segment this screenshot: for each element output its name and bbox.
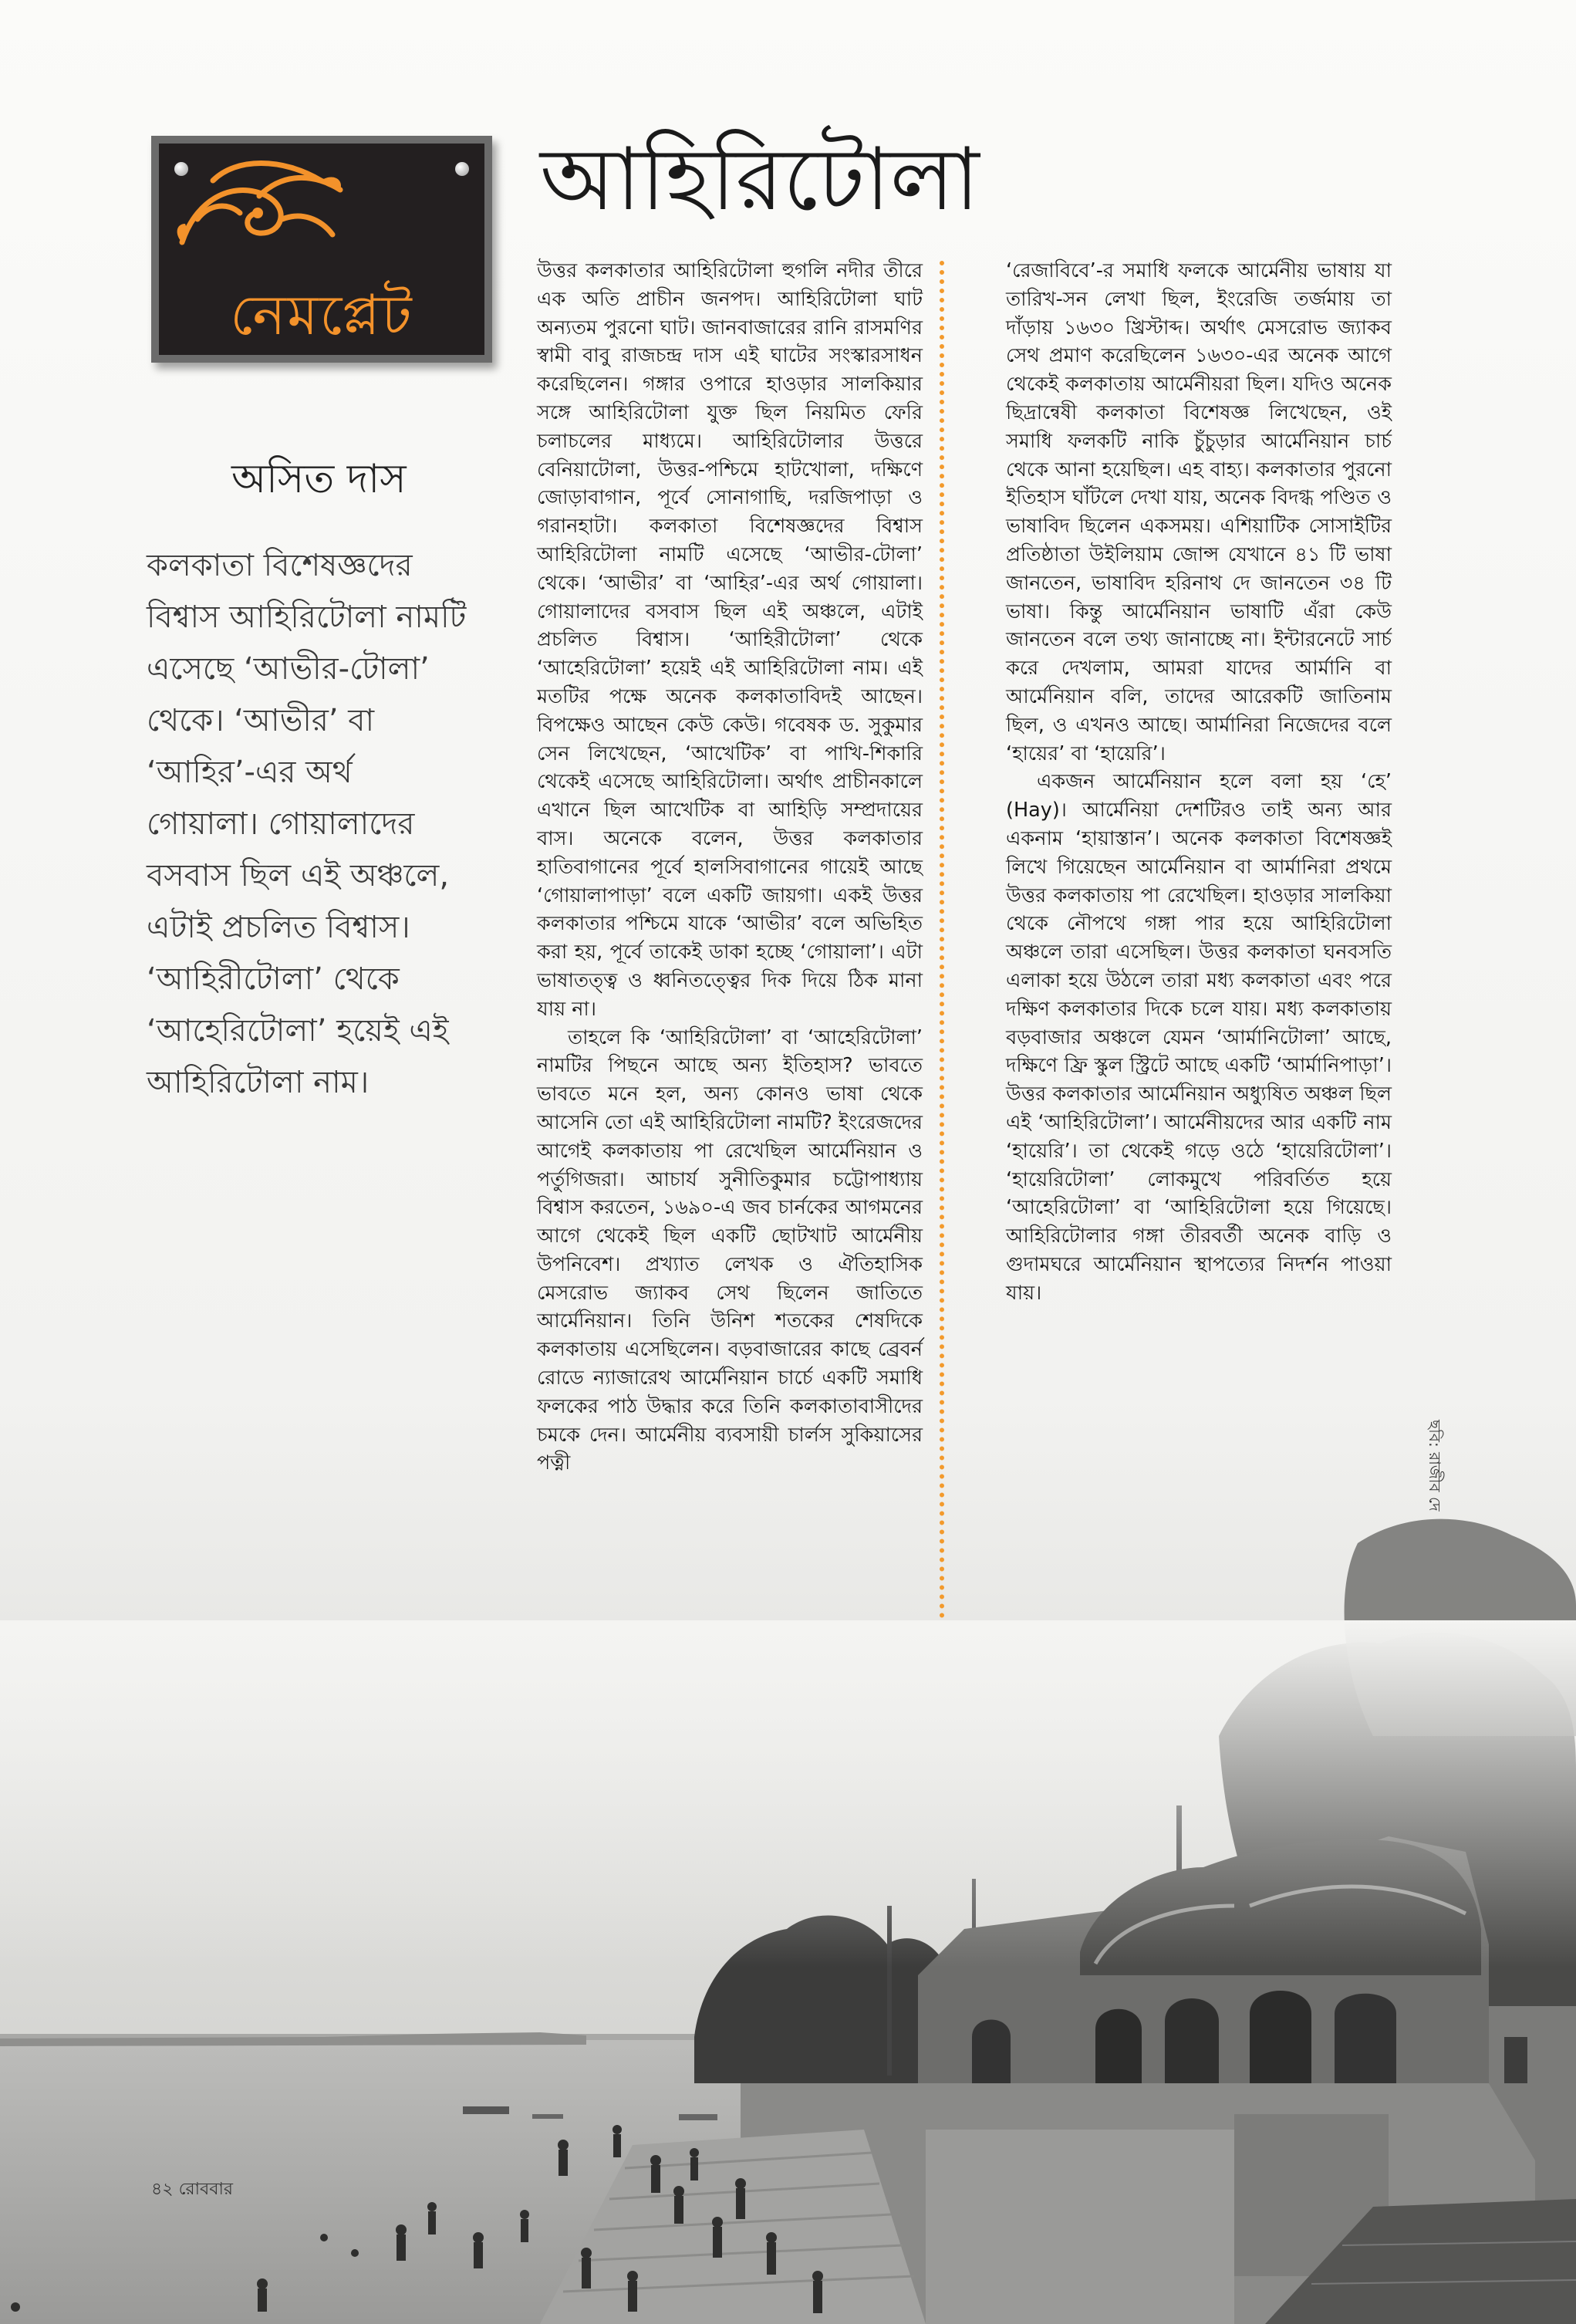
pull-quote-line: থেকে। ‘আভীর’ বা: [147, 703, 375, 738]
pull-quote-line: ‘আহেরিটোলা’ হয়েই এই: [147, 1013, 449, 1049]
page-title: আহিরিটোলা: [540, 130, 980, 230]
pull-quote-line: গোয়ালা। গোয়ালাদের: [147, 806, 415, 842]
nameplate-plaque: [151, 136, 492, 363]
article-paragraph: উত্তর কলকাতার আহিরিটোলা হুগলি নদীর তীরে এক অতি প্রাচীন জনপদ। আহিরিটোলা ঘাট অন্যতম পুরনো ঘাট। জানবাজারের রানি রাসমণির স্বামী বাবু রাজচন্দ্র দাস এই ঘাটের সংস্কারসাধন করেছিলেন। গঙ্গার ওপারে হাওড়ার সালকিয়ার সঙ্গে আহিরিটোলা যুক্ত ছিল নিয়মিত ফেরি চলাচলের মাধ্যমে। আহিরিটোলার উত্তরে বেনিয়াটোলা, উত্তর-পশ্চিমে হাটখোলা, দক্ষিণে জোড়াবাগান, পূর্বে সোনাগাছি, দরজিপাড়া ও গরানহাটা। কলকাতা বিশেষজ্ঞদের বিশ্বাস আহিরিটোলা নামটি এসেছে ‘আভীর-টোলা’ থেকে। ‘আভীর’ বা ‘আহির’-এর অর্থ গোয়ালা। গোয়ালাদের বসবাস ছিল এই অঞ্চলে, এটাই প্রচলিত বিশ্বাস। ‘আহিরীটোলা’ থেকে ‘আহেরিটোলা’ হয়েই এই আহিরিটোলা নাম। এই মতটির পক্ষে অনেক কলকাতাবিদই আছেন। বিপক্ষেও আছেন কেউ কেউ। গবেষক ড. সুকুমার সেন লিখেছেন, ‘আখেটিক’ বা পাখি-শিকারি থেকেই এসেছে আহিরিটোলা। অর্থাৎ প্রাচীনকালে এখানে ছিল আখেটিক বা আহিড়ি সম্প্রদায়ের বাস। অনেকে বলেন, উত্তর কলকাতার হাতিবাগানের পূর্বে হালসিবাগানের গায়েই আছে ‘গোয়ালাপাড়া’ বলে একটি জায়গা। একই উত্তর কলকাতার পশ্চিমে যাকে ‘আভীর’ বলে অভিহিত করা হয়, পূর্বে তাকেই ডাকা হচ্ছে ‘গোয়ালা’। এটা ভাষাতত্ত্ব ও ধ্বনিতত্ত্বের দিক দিয়ে ঠিক মানা যায় না।: [537, 259, 923, 1021]
nameplate-label: নেমপ্লেট: [230, 282, 413, 347]
pull-quote: [147, 540, 509, 1109]
pull-quote-line: এসেছে ‘আভীর-টোলা’: [147, 651, 430, 687]
photo-credit: ছবি: রাজীব দে: [1426, 1420, 1444, 1512]
pull-quote-line: এটাই প্রচলিত বিশ্বাস।: [147, 910, 410, 945]
page-folio: ৪২ রোববার: [151, 2180, 233, 2199]
ornament-scroll-icon: [167, 150, 352, 265]
article-paragraph: ‘রেজাবিবে’-র সমাধি ফলকে আর্মেনীয় ভাষায় যা তারিখ-সন লেখা ছিল, ইংরেজি তর্জমায় তা দাঁড়ায় ১৬৩০ খ্রিস্টাব্দ। অর্থাৎ মেসরোভ জ্যাকব সেথ প্রমাণ করেছিলেন ১৬৩০-এর অনেক আগে থেকেই কলকাতায় আর্মেনীয়রা ছিল। যদিও অনেক ছিদ্রান্বেষী কলকাতা বিশেষজ্ঞ লিখেছেন, ওই সমাধি ফলকটি নাকি চুঁচুড়ার আর্মেনিয়ান চার্চ থেকে আনা হয়েছিল। এহ বাহ্য। কলকাতার পুরনো ইতিহাস ঘাঁটলে দেখা যায়, অনেক বিদগ্ধ পণ্ডিত ও ভাষাবিদ ছিলেন একসময়। এশিয়াটিক সোসাইটির প্রতিষ্ঠাতা উইলিয়াম জোন্স যেখানে ৪১ টি ভাষা জানতেন, ভাষাবিদ হরিনাথ দে জানতেন ৩৪ টি ভাষা। কিন্তু আর্মেনিয়ান ভাষাটি এঁরা কেউ জানতেন বলে তথ্য জানাচ্ছে না। ইন্টারনেটে সার্চ করে দেখলাম, আমরা যাদের আর্মানি বা আর্মেনিয়ান বলি, তাদের আরেকটি জাতিনাম ছিল, ও এখনও আছে। আর্মানিরা নিজেদের বলে ‘হায়ের’ বা ‘হায়েরি’।: [1006, 259, 1392, 765]
article-paragraph: একজন আর্মেনিয়ান হলে বলা হয় ‘হে’ (Hay)। আর্মেনিয়া দেশটিরও তাই অন্য আর একনাম ‘হায়াস্তান’। অনেক কলকাতা বিশেষজ্ঞই লিখে গিয়েছেন আর্মেনিয়ান বা আর্মানিরা প্রথমে উত্তর কলকাতায় পা রেখেছিল। হাওড়ার সালকিয়া থেকে নৌপথে গঙ্গা পার হয়ে আহিরিটোলা অঞ্চলে তারা এসেছিল। উত্তর কলকাতা ঘনবসতি এলাকা হয়ে উঠলে তারা মধ্য কলকাতা এবং পরে দক্ষিণ কলকাতার দিকে চলে যায়। মধ্য কলকাতায় বড়বাজার অঞ্চলে যেমন ‘আর্মানিটোলা’ আছে, দক্ষিণে ফ্রি স্কুল স্ট্রিটে আছে একটি ‘আর্মানিপাড়া’। উত্তর কলকাতার আর্মেনিয়ান অধ্যুষিত অঞ্চল ছিল এই ‘আহিরিটোলা’। আর্মেনীয়দের আর একটি নাম ‘হায়েরি’। তা থেকেই গড়ে ওঠে ‘হায়েরিটোলা’। ‘হায়েরিটোলা’ লোকমুখে পরিবর্তিত হয়ে ‘আহেরিটোলা’ বা ‘আহিরিটোলা হয়ে গিয়েছে। আহিরিটোলার গঙ্গা তীরবর্তী অনেক বাড়ি ও গুদামঘরে আর্মেনিয়ান স্থাপত্যের নিদর্শন পাওয়া যায়।: [1006, 770, 1392, 1305]
article-column-1: [537, 257, 923, 1478]
pull-quote-line: ‘আহিরীটোলা’ থেকে: [147, 961, 400, 997]
article-paragraph: তাহলে কি ‘আহিরিটোলা’ বা ‘আহেরিটোলা’ নামটির পিছনে আছে অন্য ইতিহাস? ভাবতে ভাবতে মনে হল, অন্য কোনও ভাষা থেকে আসেনি তো এই আহিরিটোলা নামটি? ইংরেজদের আগেই কলকাতায় পা রেখেছিল আর্মেনিয়ান ও পর্তুগিজরা। আচার্য সুনীতিকুমার চট্টোপাধ্যায় বিশ্বাস করতেন, ১৬৯০-এ জব চার্নকের আগমনের আগে থেকেই ছিল একটি ছোটখাট আর্মেনীয় উপনিবেশ। প্রখ্যাত লেখক ও ঐতিহাসিক মেসরোভ জ্যাকব সেথ ছিলেন জাতিতে আর্মেনিয়ান। তিনি উনিশ শতকের শেষদিকে কলকাতায় এসেছিলেন। বড়বাজারের কাছে ব্রেবর্ন রোডে ন্যাজারেথ আর্মেনিয়ান চার্চে একটি সমাধি ফলকের পাঠ উদ্ধার করে তিনি কলকাতাবাসীদের চমকে দেন। আর্মেনীয় ব্যবসায়ী চার্লস সুকিয়াসের পত্নী: [537, 1025, 923, 1475]
pull-quote-line: ‘আহির’-এর অর্থ: [147, 755, 353, 790]
pull-quote-line: বসবাস ছিল এই অঞ্চলে,: [147, 858, 450, 893]
pull-quote-line: বিশ্বাস আহিরিটোলা নামটি: [147, 600, 467, 635]
plaque-pin-right: [455, 162, 469, 176]
article-column-2: [1006, 257, 1392, 1307]
pull-quote-line: কলকাতা বিশেষজ্ঞদের: [147, 548, 413, 583]
author-byline: অসিত দাস: [231, 456, 407, 502]
column-divider: [940, 261, 944, 1619]
pull-quote-line: আহিরিটোলা নাম।: [147, 1065, 370, 1100]
